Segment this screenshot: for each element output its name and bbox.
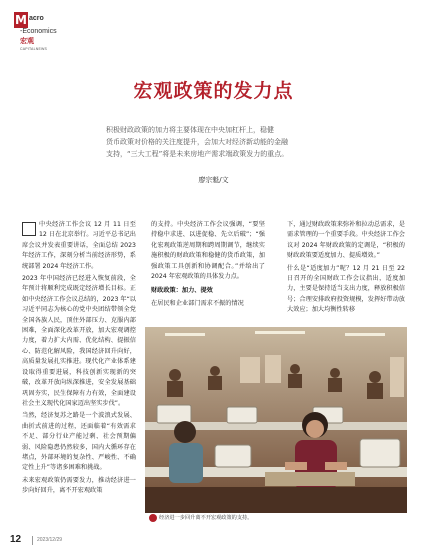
logo-subtitle: CAPITALNEWS [20,47,48,51]
article-author: 廖宗魁/文 [198,176,229,184]
photo-caption [145,513,407,523]
section-subhead: 财政政策：加力、提效 [151,287,213,295]
logo-chinese: 宏观 [20,37,34,45]
page-number: 12 [10,534,22,545]
lead-line: 积极财政政策的加力将主要体现在中央加杠杆上，稳健 [106,126,274,134]
body-column-2 [151,220,265,311]
body-paragraph [22,220,136,272]
logo-acro: acro [29,15,44,22]
body-paragraph: 未来宏观政策仍需要发力，推动经济进一步向好回升，离不开宏观政策 [22,476,136,495]
logo-economics: -Economics [20,28,57,35]
footer-divider [32,536,33,545]
article-photo [145,327,407,513]
factory-photo-illustration [145,327,407,513]
body-paragraph: 下，通过财政政策来弥补和拉动总需求，是需求管理的一个重要手段。中央经济工作会议对 2024 年财政政策的定调是，“积极的财政政策要适度加力、提质增效。” [287,221,405,260]
lead-line: 支持，“三大工程”将是未来房地产需求端政策发力的重点。 [106,150,289,158]
caption-text: 经济进一步回升离不开宏观政策的支持。 [159,515,253,521]
section-logo [14,10,74,58]
issue-date: 2023/12/29 [37,537,63,543]
paragraph-text: 中央经济工作会议 12 月 11 日至 12 日在北京举行。习近平总书记出席会议并发表重要讲话，全面总结 2023 年经济工作，深刻分析当前经济形势，系统部署 2024 年经济工作。 [22,221,136,270]
body-column-1 [22,220,136,499]
article-title: 宏观政策的发力点 [133,80,294,102]
article-lead [106,124,338,160]
body-paragraph: 什么是“适度加力”呢？12 月 21 日至 22 日召开的全国财政工作会议指出，适度加力，主要是保持适当支出力度，释放积极信号；合理安排政府投资规模，发挥好带动放大效应；加大均衡性转移 [287,264,405,314]
lead-line: 货币政策对价格的关注度提升，会加大对经济新动能的金融 [106,138,288,146]
logo-letter: M [15,13,27,27]
body-paragraph: 在居民和企业部门需求不振的情况 [151,299,244,307]
caption-bullet-icon [149,514,157,522]
body-paragraph: 的支持。中央经济工作会议强调，“要坚持稳中求进、以进促稳、先立后破”；“强化宏观政策逆周期和跨周期调节，继续实施积极的财政政策和稳健的货币政策，加强政策工具创新和协调配合。”并给出了 2024 年宏观政策的具体发力点。 [151,221,265,281]
body-column-3 [287,220,405,318]
body-paragraph: 2023 年中国经济已经进入恢复前段，全年预计将顺利完成既定经济增长目标。正如中央经济工作会议总结的，2023 年“以习近平同志为核心的党中央团结带领全党全国各族人民，顶住外部压力、克服内部困难，全面深化改革开放，加大宏观调控力度，着力扩大内需、优化结构、提振信心、防范化解风险，我国经济回升向好，高质量发展扎实推进。现代化产业体系建设取得重要进展，科技创新实现新的突破，改革开放向纵深推进，安全发展基础巩固夯实，民生保障有力有效，全面建设社会主义现代化国家迈出坚实步伐”。 [22,275,136,407]
dropcap-box [22,222,36,236]
body-paragraph: 当然，经济复苏之路是一个波浪式发展、曲折式前进的过程，还面临着“有效需求不足、部分行业产能过剩、社会预期偏弱、风险隐患仍然较多，国内大循环存在堵点，外部环境的复杂性、严峻性、不确定性上升”等诸多困难和挑战。 [22,412,136,472]
